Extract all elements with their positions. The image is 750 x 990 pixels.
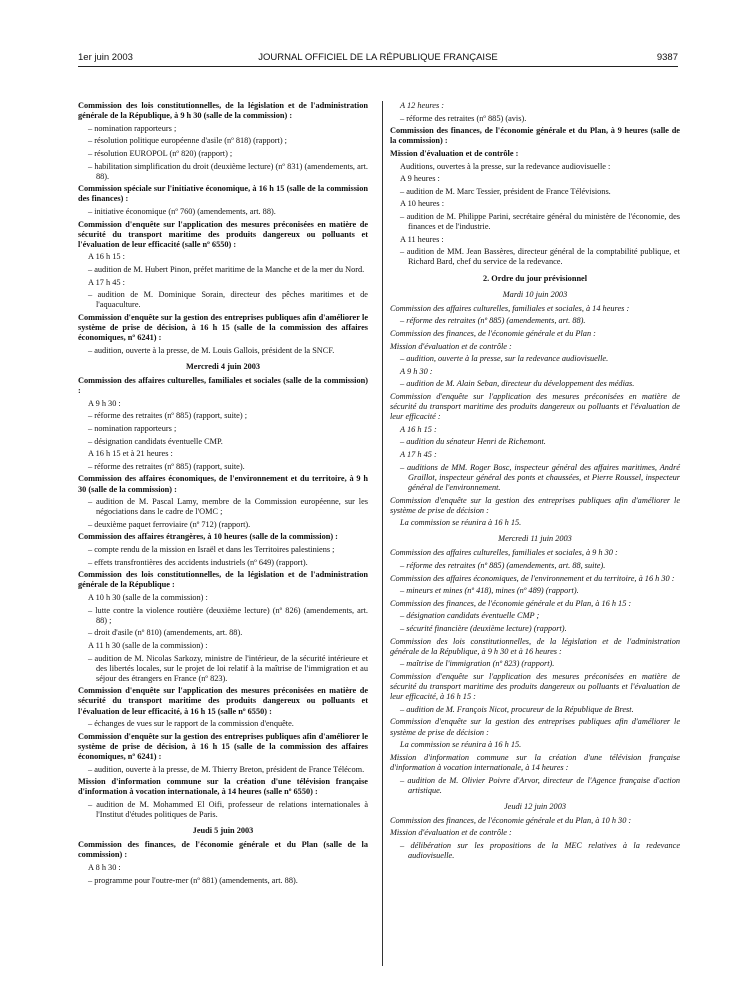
agenda-item: – sécurité financière (deuxième lecture) (rapport).	[400, 624, 567, 634]
committee-heading: Commission des finances, de l'économie générale et du Plan :	[390, 328, 596, 338]
agenda-item: – mineurs et mines (nº 418), mines (nº 489) (rapport).	[400, 586, 579, 596]
mission-heading: Mission d'évaluation et de contrôle :	[390, 828, 512, 838]
column-divider	[382, 101, 383, 966]
time-label: A 10 heures :	[400, 199, 445, 209]
agenda-item: – compte rendu de la mission en Israël et dans les Territoires palestiniens ;	[88, 545, 335, 555]
agenda-note: La commission se réunira à 16 h 15.	[400, 740, 522, 750]
section-heading: 2. Ordre du jour prévisionnel	[482, 273, 588, 283]
agenda-item: – audition de M. Mohammed El Oifi, professeur de relations internationales à l'Institut d'études politiques de Paris.	[88, 799, 368, 820]
committee-heading: Commission d'enquête sur l'application des mesures préconisées en matière de sécurité du transport maritime des produits dangereux ou polluants et l'évaluation de leur efficacité :	[390, 392, 680, 422]
committee-heading: Commission d'enquête sur l'application des mesures préconisées en matière de sécurité du transport maritime des produits dangereux ou polluants et l'évaluation de leur efficacité, à 16 h 15 :	[390, 672, 680, 702]
committee-heading: Commission d'enquête sur la gestion des entreprises publiques afin d'améliorer le système de prise de décision, à 16 h 15 (salle de la commission des affaires économiques, nº 6241) :	[78, 731, 368, 762]
agenda-item: – lutte contre la violence routière (deuxième lecture) (nº 826) (amendements, art. 88) ;	[88, 605, 368, 625]
agenda-item: – habilitation simplification du droit (deuxième lecture) (nº 831) (amendements, art. 88).	[88, 161, 368, 181]
agenda-item: – audition de M. Dominique Sorain, directeur des pêches maritimes et de l'aquaculture.	[88, 290, 368, 310]
agenda-item: – effets transfrontières des accidents industriels (nº 649) (rapport).	[88, 557, 308, 567]
day-heading: Jeudi 12 juin 2003	[504, 801, 566, 811]
committee-heading: Commission des affaires économiques, de l'environnement et du territoire, à 16 h 30 :	[390, 573, 675, 583]
time-label: A 11 h 30 (salle de la commission) :	[88, 640, 208, 650]
agenda-item: – audition de M. Pascal Lamy, membre de la Commission européenne, sur les négociations dans le cadre de l'OMC ;	[88, 497, 368, 517]
committee-heading: Commission d'enquête sur la gestion des entreprises publiques afin d'améliorer le système de prise de décision :	[390, 495, 680, 515]
agenda-item: – audition de MM. Jean Bassères, directeur général de la comptabilité publique, et Richard Bard, chef du service de la redevance.	[400, 247, 680, 267]
agenda-item: – réforme des retraites (nº 885) (rapport, suite).	[88, 461, 245, 471]
agenda-item: – droit d'asile (nº 810) (amendements, art. 88).	[88, 628, 243, 638]
agenda-item: – délibération sur les propositions de la MEC relatives à la redevance audiovisuelle.	[400, 841, 680, 861]
agenda-item: – nomination rapporteurs ;	[88, 123, 177, 133]
agenda-item: – deuxième paquet ferroviaire (nº 712) (rapport).	[88, 519, 251, 529]
agenda-note: Auditions, ouvertes à la presse, sur la redevance audiovisuelle :	[400, 161, 611, 171]
right-column	[390, 101, 680, 864]
agenda-item: – audition de M. Nicolas Sarkozy, ministre de l'intérieur, de la sécurité intérieure et des libertés locales, sur le projet de loi relatif à la maîtrise de l'immigration et au séjour des étrangers en France (nº 823).	[88, 653, 368, 683]
committee-heading: Commission des finances, de l'économie générale et du Plan (salle de la commission) :	[78, 840, 368, 860]
agenda-item: – désignation candidats éventuelle CMP ;	[400, 611, 540, 621]
committee-heading: Commission des lois constitutionnelles, de la législation et de l'administration générale de la République, à 9 h 30 et à 16 heures :	[390, 636, 680, 656]
committee-heading: Commission d'enquête sur l'application des mesures préconisées en matière de sécurité du transport maritime des produits dangereux ou polluants et l'évaluation de leur efficacité, à 16 h 15 (salle nº 6550) :	[78, 686, 368, 716]
committee-heading: Commission d'enquête sur la gestion des entreprises publiques afin d'améliorer le système de prise de décision, à 16 h 15 (salle de la commission des affaires économiques, nº 6241) :	[78, 312, 368, 343]
agenda-item: – audition, ouverte à la presse, de M. Thierry Breton, président de France Télécom.	[88, 764, 365, 774]
committee-heading: Mission d'information commune sur la création d'une télévision française d'information à vocation internationale, à 14 heures (salle nº 6550) :	[78, 777, 368, 797]
header-rule	[78, 66, 678, 67]
agenda-item: – audition de M. Olivier Poivre d'Arvor, directeur de l'Agence française d'action artistique.	[400, 775, 680, 795]
mission-heading: Mission d'évaluation et de contrôle :	[390, 341, 512, 351]
time-label: A 9 h 30 :	[88, 398, 121, 408]
agenda-item: – réforme des retraites (nº 885) (avis).	[400, 113, 527, 123]
day-heading: Mercredi 4 juin 2003	[185, 361, 261, 371]
day-heading: Jeudi 5 juin 2003	[192, 826, 254, 836]
committee-heading: Commission des finances, de l'économie générale et du Plan, à 16 h 15 :	[390, 598, 632, 608]
committee-heading: Commission des affaires culturelles, familiales et sociales (salle de la commission) :	[78, 376, 368, 396]
time-label: A 17 h 45 :	[400, 450, 437, 460]
time-label: A 8 h 30 :	[88, 863, 121, 872]
agenda-item: – auditions de MM. Roger Bosc, inspecteur général des affaires maritimes, André Graillot, inspecteur général des ponts et chaussées, et Pierre Roussel, inspecteur général de l'environnement.	[400, 462, 680, 492]
time-label: A 16 h 15 :	[400, 424, 437, 434]
committee-heading: Commission des affaires économiques, de l'environnement et du territoire, à 9 h 30 (salle de la commission) :	[78, 474, 368, 494]
agenda-item: – audition, ouverte à la presse, sur la redevance audiovisuelle.	[400, 354, 609, 364]
agenda-item: – échanges de vues sur le rapport de la commission d'enquête.	[88, 719, 294, 729]
agenda-note: La commission se réunira à 16 h 15.	[400, 518, 522, 528]
committee-heading: Commission d'enquête sur l'application des mesures préconisées en matière de sécurité du transport maritime des produits dangereux ou polluants et l'évaluation de leur efficacité (salle nº 6550) :	[78, 219, 368, 249]
agenda-item: – programme pour l'outre-mer (nº 881) (amendements, art. 88).	[88, 875, 298, 885]
committee-heading: Mission d'information commune sur la création d'une télévision française d'information à vocation internationale, à 14 heures :	[390, 752, 680, 772]
committee-heading: Commission des lois constitutionnelles, de la législation et de l'administration générale de la République, à 9 h 30 (salle de la commission) :	[78, 101, 368, 121]
agenda-item: – maîtrise de l'immigration (nº 823) (rapport).	[400, 659, 555, 669]
page-header	[78, 52, 678, 66]
committee-heading: Commission des affaires culturelles, familiales et sociales, à 14 heures :	[390, 303, 630, 313]
committee-heading: Commission d'enquête sur la gestion des entreprises publiques afin d'améliorer le système de prise de décision :	[390, 717, 680, 737]
time-label: A 10 h 30 (salle de la commission) :	[88, 592, 208, 602]
committee-heading: Commission des affaires étrangères, à 10 heures (salle de la commission) :	[78, 532, 338, 542]
agenda-item: – réforme des retraites (nº 885) (amendements, art. 88, suite).	[400, 561, 606, 571]
time-label: A 11 heures :	[400, 234, 444, 244]
mission-heading: Mission d'évaluation et de contrôle :	[390, 148, 519, 158]
committee-heading: Commission des finances, de l'économie générale et du Plan, à 9 heures (salle de la commission) :	[390, 126, 680, 146]
header-page-number: 9387	[656, 52, 678, 63]
agenda-item: – audition de M. Hubert Pinon, préfet maritime de la Manche et de la mer du Nord.	[88, 265, 365, 275]
agenda-item: – réforme des retraites (nº 885) (amendements, art. 88).	[400, 316, 586, 326]
committee-heading: Commission spéciale sur l'initiative économique, à 16 h 15 (salle de la commission des finances) :	[78, 184, 368, 204]
time-label: A 16 h 15 :	[88, 252, 125, 262]
agenda-item: – réforme des retraites (nº 885) (rapport, suite) ;	[88, 411, 248, 421]
agenda-item: – audition de M. François Nicot, procureur de la République de Brest.	[400, 704, 634, 714]
time-label: A 9 heures :	[400, 174, 440, 184]
left-column	[78, 101, 368, 888]
header-journal-title: JOURNAL OFFICIEL DE LA RÉPUBLIQUE FRANÇAISE	[258, 52, 498, 63]
committee-heading: Commission des finances, de l'économie générale et du Plan, à 10 h 30 :	[390, 815, 632, 825]
agenda-item: – résolution EUROPOL (nº 820) (rapport) ;	[88, 148, 233, 158]
agenda-item: – initiative économique (nº 760) (amendements, art. 88).	[88, 206, 276, 216]
time-label: A 17 h 45 :	[88, 277, 125, 287]
time-label: A 12 heures :	[400, 101, 445, 110]
time-label: A 9 h 30 :	[400, 366, 433, 376]
agenda-item: – audition du sénateur Henri de Richemont.	[400, 437, 546, 447]
committee-heading: Commission des lois constitutionnelles, de la législation et de l'administration générale de la République :	[78, 570, 368, 590]
agenda-item: – audition de M. Alain Seban, directeur du développement des médias.	[400, 379, 635, 389]
committee-heading: Commission des affaires culturelles, familiales et sociales, à 9 h 30 :	[390, 548, 618, 558]
time-label: A 16 h 15 et à 21 heures :	[88, 449, 173, 459]
agenda-item: – audition de M. Philippe Parini, secrétaire général du ministère de l'économie, des finances et de l'industrie.	[400, 211, 680, 232]
header-date: 1er juin 2003	[78, 52, 133, 63]
agenda-item: – désignation candidats éventuelle CMP.	[88, 436, 223, 446]
agenda-item: – nomination rapporteurs ;	[88, 423, 177, 433]
agenda-item: – audition, ouverte à la presse, de M. Louis Gallois, président de la SNCF.	[88, 345, 335, 355]
day-heading: Mardi 10 juin 2003	[502, 289, 568, 299]
day-heading: Mercredi 11 juin 2003	[498, 534, 572, 544]
agenda-item: – audition de M. Marc Tessier, président de France Télévisions.	[400, 186, 611, 196]
agenda-item: – résolution politique européenne d'asile (nº 818) (rapport) ;	[88, 136, 287, 146]
